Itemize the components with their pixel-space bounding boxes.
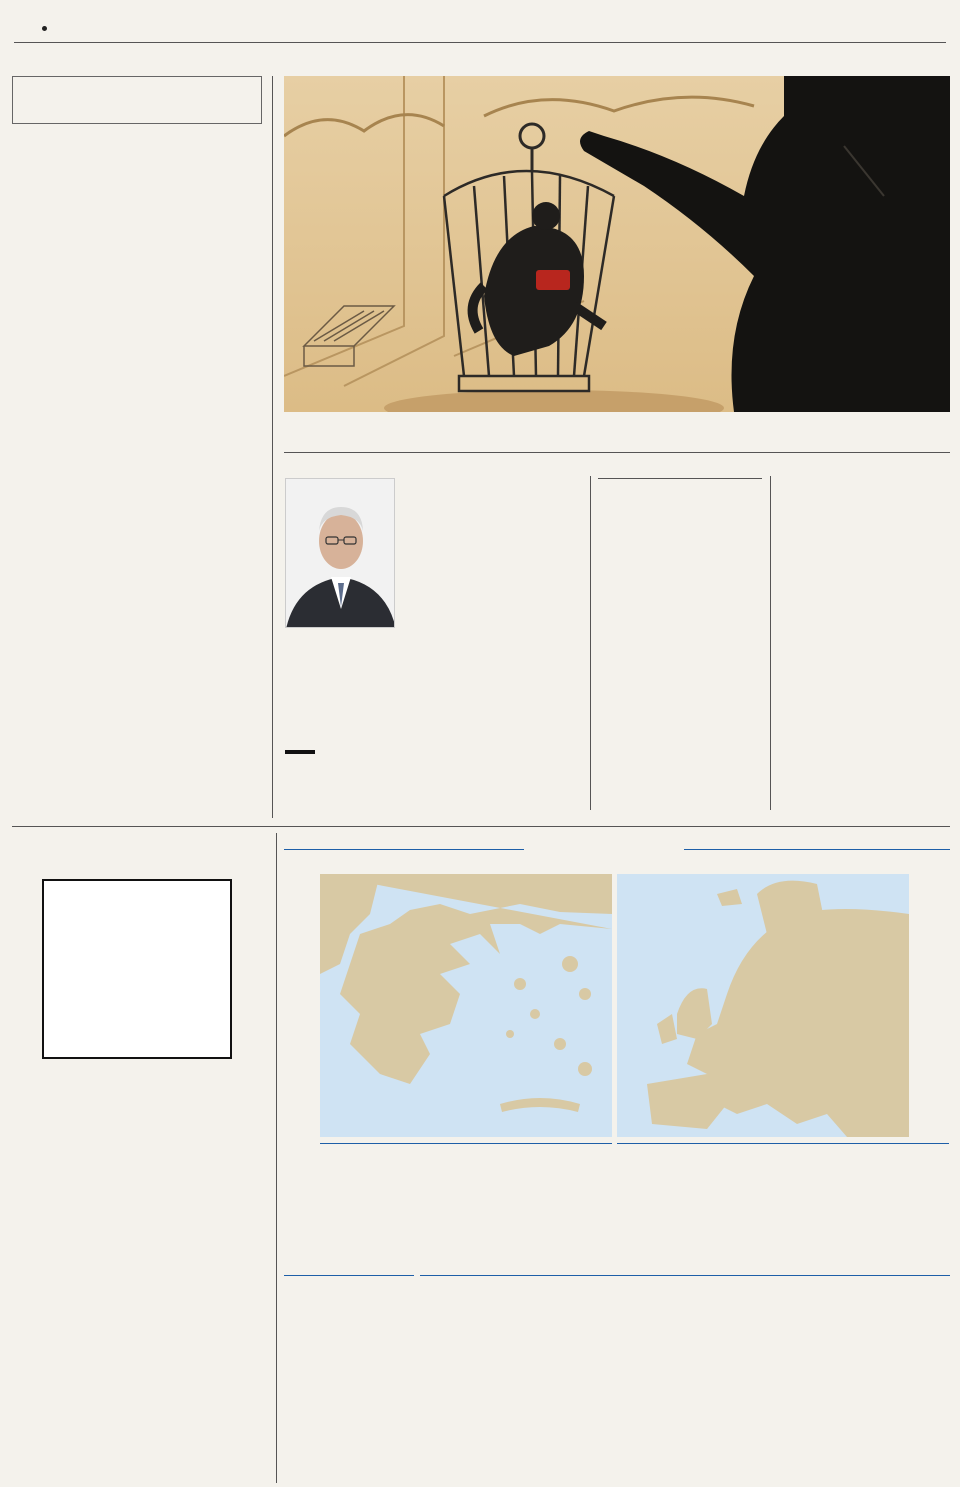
column-divider-left <box>272 76 273 818</box>
kanellopoulos-body <box>405 477 583 807</box>
masthead-rule <box>14 42 946 43</box>
column-divider-mid <box>590 476 591 810</box>
weather-title-rule-right <box>684 849 950 850</box>
greece-map-shapes <box>320 874 612 1137</box>
author-photo <box>285 478 395 628</box>
pullquote-rule <box>285 750 315 754</box>
maskes-top-rule <box>598 478 762 479</box>
bottom-section-rule <box>12 826 950 827</box>
column-divider-right <box>770 476 771 810</box>
author-portrait <box>286 479 395 628</box>
analytic-section <box>617 1143 949 1146</box>
crossword-section <box>12 833 272 1483</box>
column-header-box <box>12 76 262 124</box>
article-body <box>12 211 262 761</box>
today-table-wrap <box>284 1275 414 1280</box>
world-title <box>790 1275 950 1276</box>
weather-section <box>284 830 950 1485</box>
diagonios-column <box>12 76 262 806</box>
cage-cartoon-image <box>284 76 950 412</box>
weather-divider <box>276 833 277 1483</box>
cartoon-rule <box>284 452 950 453</box>
europe-map-shapes <box>617 874 909 1137</box>
bullet-icon <box>42 26 47 31</box>
crossword-grid[interactable] <box>42 879 232 1059</box>
general-title <box>320 1143 612 1144</box>
next-title <box>420 1275 824 1276</box>
analytic-title <box>617 1143 949 1144</box>
maskes-body-left <box>598 577 762 807</box>
today-title <box>284 1275 414 1276</box>
weather-legend-right <box>912 890 952 1180</box>
weather-legend <box>284 874 316 1224</box>
next-table-wrap <box>420 1275 824 1280</box>
weather-title-rule <box>284 849 524 850</box>
greece-map <box>320 874 612 1137</box>
general-situation <box>320 1143 612 1146</box>
europe-map <box>617 874 909 1137</box>
masthead <box>0 0 960 46</box>
maskes-body-right <box>777 477 949 807</box>
world-table-wrap <box>790 1275 950 1280</box>
crossword-clues-right <box>144 1070 268 1076</box>
cartoon-illustration <box>284 76 950 412</box>
maskes-header <box>598 478 762 498</box>
